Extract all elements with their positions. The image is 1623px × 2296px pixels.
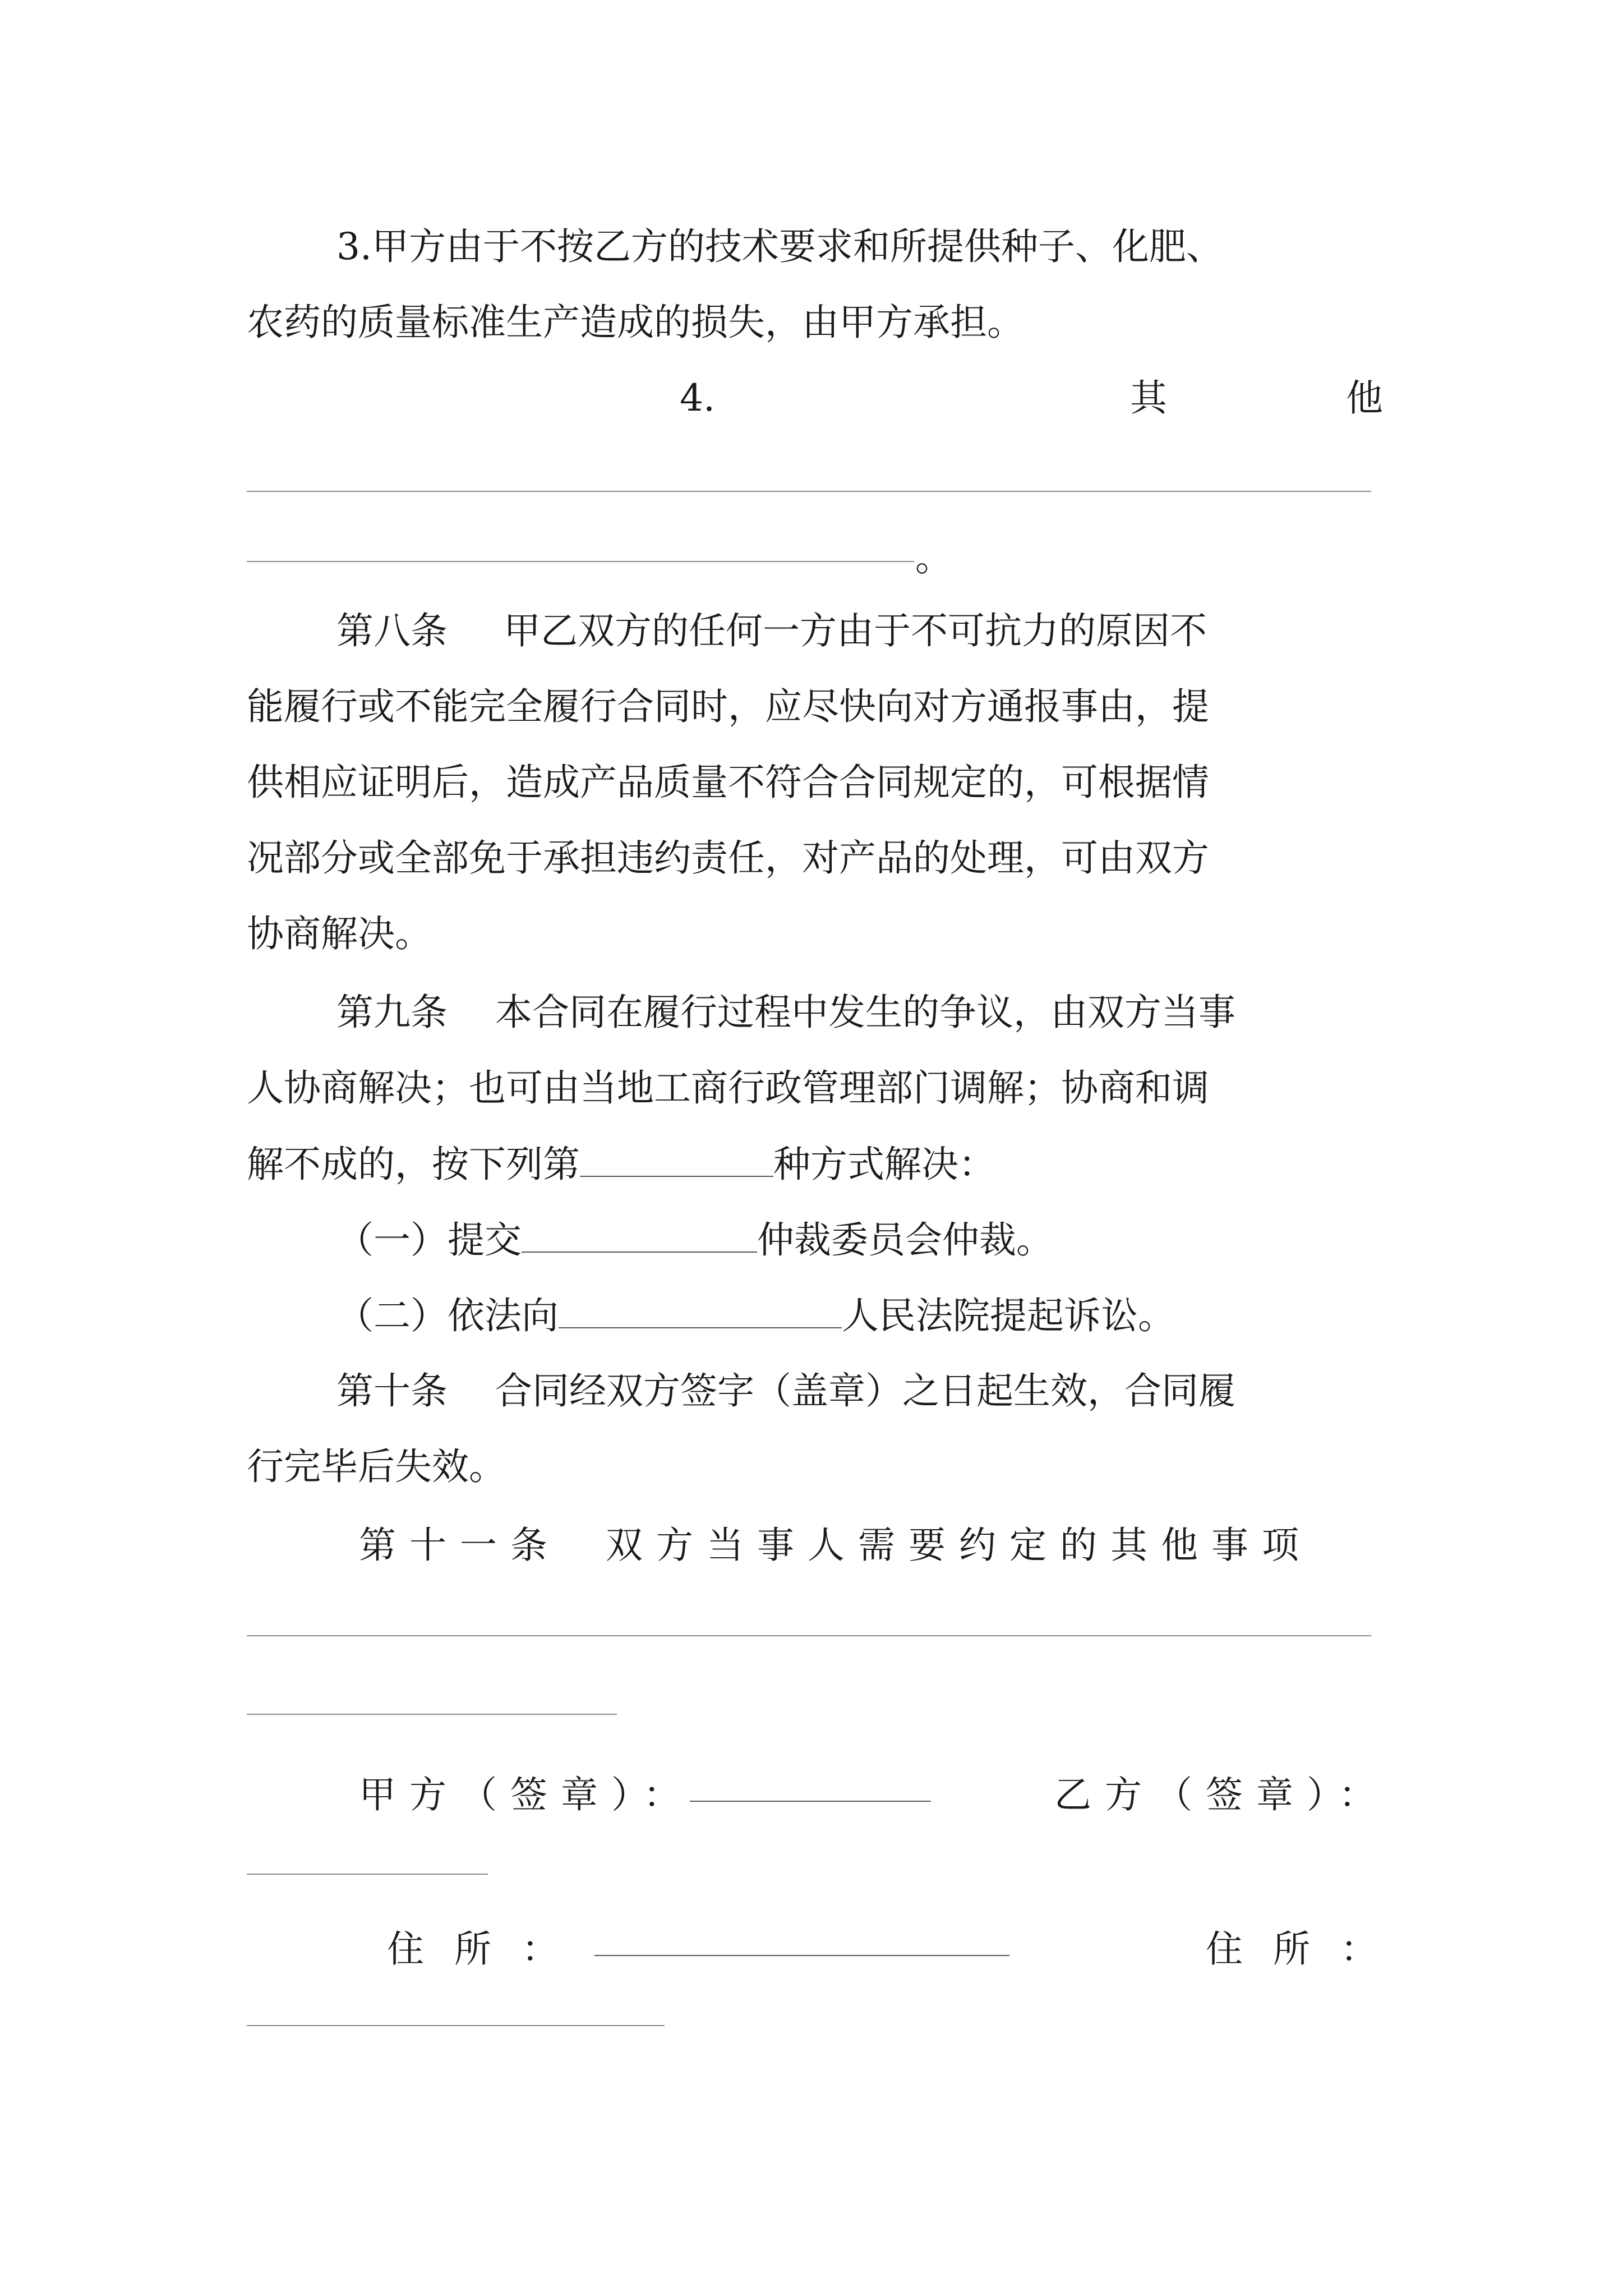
party-a-address-blank[interactable] bbox=[594, 1955, 1009, 1956]
option2-tail: 人民法院提起诉讼。 bbox=[842, 1294, 1175, 1337]
party-b-address-blank[interactable] bbox=[247, 2025, 665, 2026]
item3-line2: 农药的质量标准生产造成的损失，由甲方承担。 bbox=[247, 301, 1024, 344]
article9-line3-text: 解不成的，按下列第 bbox=[247, 1143, 580, 1186]
option2-label: （二）依法向 bbox=[336, 1294, 559, 1337]
article10-heading: 第十条 bbox=[336, 1369, 448, 1412]
party-a-address-label: 住所： bbox=[387, 1927, 589, 1971]
article10-line2: 行完毕后失效。 bbox=[247, 1445, 506, 1488]
article9-option2 bbox=[336, 1290, 1175, 1341]
article9-line1 bbox=[336, 987, 1235, 1038]
article11-blank-line-1[interactable] bbox=[247, 1635, 1371, 1636]
article8-line4: 况部分或全部免于承担违约责任，对产品的处理，可由双方 bbox=[247, 836, 1209, 880]
article8-text: 甲乙双方的任何一方由于不可抗力的原因不 bbox=[504, 609, 1207, 652]
item3-line1: 3.甲方由于不按乙方的技术要求和所提供种子、化肥、 bbox=[336, 225, 1223, 268]
article11-line1 bbox=[359, 1520, 1312, 1571]
party-a-signature-blank[interactable] bbox=[690, 1801, 931, 1802]
item4-blank-line-2[interactable] bbox=[247, 561, 914, 562]
article10-line1 bbox=[336, 1366, 1235, 1416]
method-number-blank[interactable] bbox=[580, 1139, 773, 1177]
article9-heading: 第九条 bbox=[336, 991, 448, 1034]
article11-heading: 第十一条 bbox=[359, 1524, 561, 1567]
item4-end-mark: 。 bbox=[915, 536, 952, 579]
article9-line3-tail: 种方式解决： bbox=[773, 1143, 995, 1186]
party-b-signature-blank[interactable] bbox=[247, 1874, 488, 1875]
article8-line1 bbox=[336, 606, 1207, 656]
article9-text: 本合同在履行过程中发生的争议，由双方当事 bbox=[495, 991, 1235, 1034]
article11-blank-line-2[interactable] bbox=[247, 1714, 617, 1715]
option1-tail: 仲裁委员会仲裁。 bbox=[757, 1218, 1053, 1262]
article8-line2: 能履行或不能完全履行合同时，应尽快向对方通报事由，提 bbox=[247, 685, 1209, 728]
item4-word-qi: 其 bbox=[1130, 376, 1167, 420]
party-b-signature-label: 乙方（签章）： bbox=[1054, 1773, 1389, 1816]
article10-text: 合同经双方签字（盖章）之日起生效，合同履 bbox=[495, 1369, 1235, 1412]
item4-blank-line-1[interactable] bbox=[247, 491, 1371, 492]
item4-number: 4. bbox=[680, 376, 715, 420]
article8-heading: 第八条 bbox=[336, 609, 448, 652]
article11-text: 双方当事人需要约定的其他事项 bbox=[606, 1524, 1312, 1567]
article9-line3 bbox=[247, 1139, 995, 1190]
party-a-signature-label: 甲方（签章）： bbox=[359, 1773, 694, 1816]
item4-word-ta: 他 bbox=[1346, 376, 1383, 420]
party-b-address-label: 住所： bbox=[1206, 1927, 1408, 1971]
article9-line2: 人协商解决；也可由当地工商行政管理部门调解；协商和调 bbox=[247, 1066, 1209, 1110]
court-name-blank[interactable] bbox=[559, 1290, 842, 1328]
arbitration-committee-blank[interactable] bbox=[522, 1214, 757, 1253]
article8-line3: 供相应证明后，造成产品质量不符合合同规定的，可根据情 bbox=[247, 761, 1209, 804]
article9-option1 bbox=[336, 1214, 1053, 1266]
option1-label: （一）提交 bbox=[336, 1218, 522, 1262]
article8-line5: 协商解决。 bbox=[247, 912, 432, 955]
